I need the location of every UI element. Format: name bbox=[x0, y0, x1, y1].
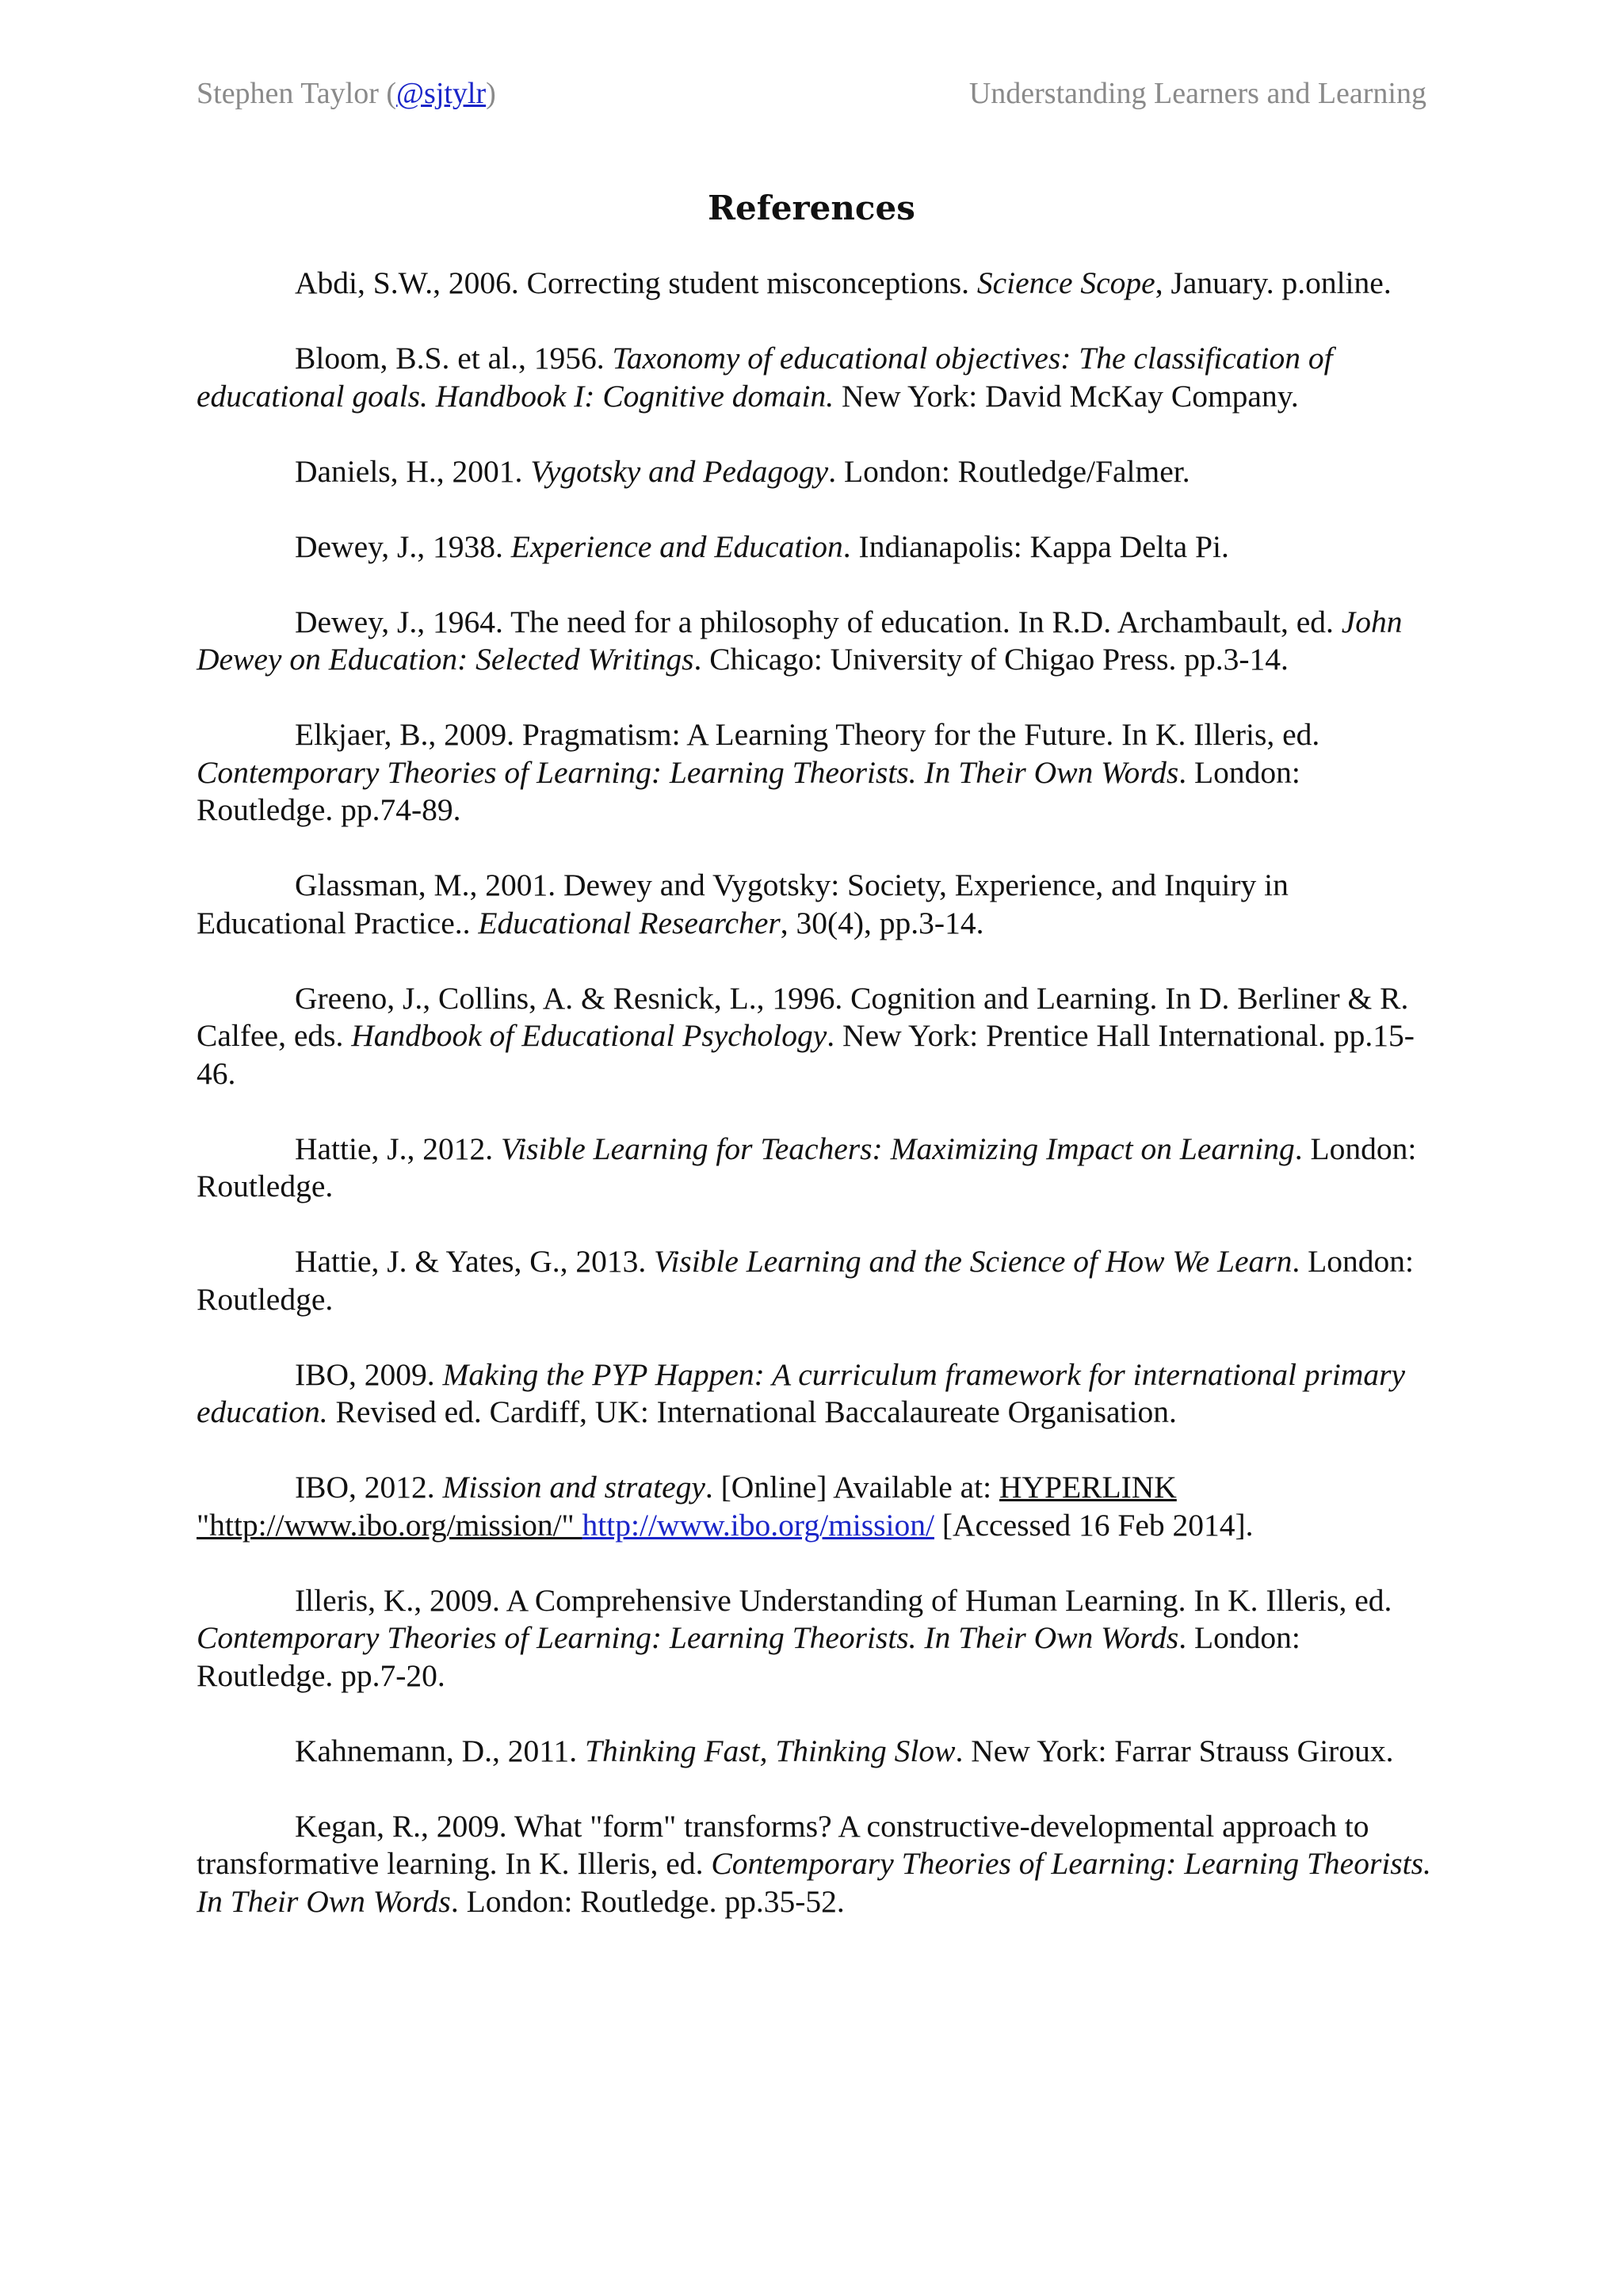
reference-ibo-2012: IBO, 2012. Mission and strategy. [Online] Available at: HYPERLINK "http://www.ibo.org/mission/" http://www.ibo.org/mission/ [Accessed 16 Feb 2014]. bbox=[197, 1470, 1254, 1543]
reference-hattie-2012: Hattie, J., 2012. Visible Learning for Teachers: Maximizing Impact on Learning. London: Routledge. bbox=[197, 1131, 1417, 1203]
reference-kegan-2009: Kegan, R., 2009. What "form" transforms? A constructive-developmental approach to transformative learning. In K. Illeris, ed. Contemporary Theories of Learning: Learning Theorists. In Their Own Words. London: Routledge. pp.35-52. bbox=[197, 1808, 1431, 1919]
header-document-title: Understanding Learners and Learning bbox=[968, 77, 1426, 110]
twitter-handle-link[interactable]: @sjtylr bbox=[396, 77, 487, 110]
reference-greeno-1996: Greeno, J., Collins, A. & Resnick, L., 1996. Cognition and Learning. In D. Berliner & R. Calfee, eds. Handbook of Educational Psychology. New York: Prentice Hall International. pp.15-46. bbox=[197, 980, 1415, 1091]
reference-list bbox=[197, 265, 1433, 1958]
reference-glassman-2001: Glassman, M., 2001. Dewey and Vygotsky: Society, Experience, and Inquiry in Educational Practice.. Educational Researcher, 30(4), pp.3-14. bbox=[197, 868, 1289, 940]
reference-illeris-2009: Illeris, K., 2009. A Comprehensive Understanding of Human Learning. In K. Illeris, ed. Contemporary Theories of Learning: Learning Theorists. In Their Own Words. London: Routledge. pp.7-20. bbox=[197, 1582, 1392, 1693]
page-header bbox=[197, 76, 1426, 116]
reference-ibo-2009: IBO, 2009. Making the PYP Happen: A curriculum framework for international primary education. Revised ed. Cardiff, UK: International Baccalaureate Organisation. bbox=[197, 1356, 1406, 1429]
page-title: References bbox=[708, 189, 915, 227]
header-author: Stephen Taylor (@sjtylr) bbox=[197, 77, 496, 110]
reference-bloom-1956: Bloom, B.S. et al., 1956. Taxonomy of educational objectives: The classification of educational goals. Handbook I: Cognitive domain. New York: David McKay Company. bbox=[197, 341, 1333, 414]
hyperlink-field-code: HYPERLINK "http://www.ibo.org/mission/" bbox=[197, 1470, 1177, 1543]
reference-kahnemann-2011: Kahnemann, D., 2011. Thinking Fast, Thinking Slow. New York: Farrar Strauss Giroux. bbox=[295, 1733, 1394, 1768]
reference-daniels-2001: Daniels, H., 2001. Vygotsky and Pedagogy. London: Routledge/Falmer. bbox=[295, 453, 1190, 489]
reference-dewey-1964: Dewey, J., 1964. The need for a philosophy of education. In R.D. Archambault, ed. John Dewey on Education: Selected Writings. Chicago: University of Chigao Press. pp.3-14. bbox=[197, 604, 1403, 677]
reference-hattie-yates-2013: Hattie, J. & Yates, G., 2013. Visible Learning and the Science of How We Learn. London: Routledge. bbox=[197, 1244, 1415, 1317]
reference-dewey-1938: Dewey, J., 1938. Experience and Education. Indianapolis: Kappa Delta Pi. bbox=[295, 528, 1229, 564]
reference-abdi-2006: Abdi, S.W., 2006. Correcting student misconceptions. Science Scope, January. p.online. bbox=[295, 265, 1392, 300]
reference-elkjaer-2009: Elkjaer, B., 2009. Pragmatism: A Learning Theory for the Future. In K. Illeris, ed. Contemporary Theories of Learning: Learning Theorists. In Their Own Words. London: Routledge. pp.74-89. bbox=[197, 717, 1320, 827]
ibo-mission-link[interactable]: http://www.ibo.org/mission/ bbox=[582, 1507, 934, 1543]
